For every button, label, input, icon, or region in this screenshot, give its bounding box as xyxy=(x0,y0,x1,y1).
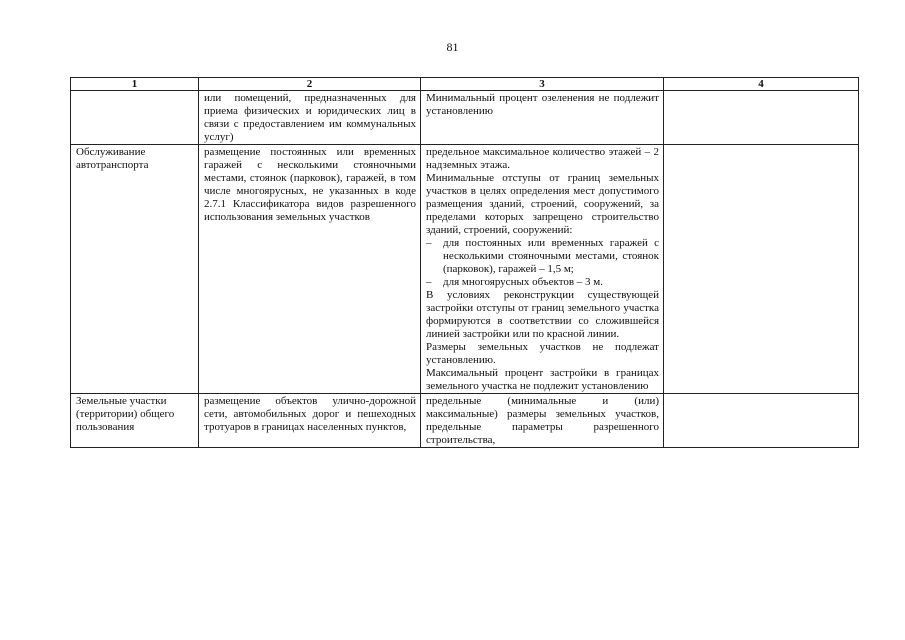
table-cell-parameters xyxy=(421,394,664,448)
table-cell-notes xyxy=(664,91,859,145)
table-cell-notes xyxy=(664,394,859,448)
table-cell-use-type xyxy=(71,91,199,145)
description-text: размещение объектов улично-дорожной сети, автомобильных дорог и пешеходных тротуаров в границах населенных пунктов, xyxy=(204,395,416,433)
table-header-row xyxy=(71,78,859,91)
description-text: размещение постоянных или временных гаражей с несколькими стояночными местами, стоянок (парковок), гаражей, в том числе многоярусных, не указанных в коде 2.7.1 Классификатора видов разрешенного использования земельных участков xyxy=(204,146,416,223)
table-row xyxy=(71,394,859,448)
list-item: – для многоярусных объектов – 3 м. xyxy=(426,276,659,289)
parameter-text: предельное максимальное количество этажей – 2 надземных этажа. xyxy=(426,146,659,171)
table-cell-parameters xyxy=(421,91,664,145)
column-header-1: 1 xyxy=(71,78,199,91)
setback-list xyxy=(426,237,659,289)
parameter-text: Минимальные отступы от границ земельных участков в целях определения мест допустимого размещения зданий, строений, сооружений, за пределами которых запрещено строительство зданий, строений, сооружений: xyxy=(426,172,659,236)
table-cell-parameters xyxy=(421,145,664,394)
column-header-2: 2 xyxy=(199,78,421,91)
column-header-3: 3 xyxy=(421,78,664,91)
regulations-table xyxy=(70,77,859,448)
parameter-text: В условиях реконструкции существующей застройки отступы от границ земельного участка формируются в соответствии со сложившейся линией застройки или по красной линии. xyxy=(426,289,659,340)
list-item: – для постоянных или временных гаражей с несколькими стояночными местами, стоянок (парковок), гаражей – 1,5 м; xyxy=(426,237,659,276)
parameter-text: Минимальный процент озеленения не подлежит установлению xyxy=(426,92,659,117)
table-cell-description xyxy=(199,145,421,394)
parameter-text: предельные (минимальные и (или) максимальные) размеры земельных участков, предельные параметры разрешенного строительства, xyxy=(426,395,659,446)
table-row xyxy=(71,91,859,145)
table-cell-notes xyxy=(664,145,859,394)
parameter-text: Размеры земельных участков не подлежат установлению. xyxy=(426,341,659,366)
parameter-text: Максимальный процент застройки в границах земельного участка не подлежит установлению xyxy=(426,367,659,392)
table-cell-use-type: Земельные участки (территории) общего пользования xyxy=(71,394,199,448)
table-cell-description xyxy=(199,394,421,448)
table-row xyxy=(71,145,859,394)
description-text: или помещений, предназначенных для приема физических и юридических лиц в связи с предоставлением им коммунальных услуг) xyxy=(204,92,416,143)
page-number: 81 xyxy=(446,40,459,54)
column-header-4: 4 xyxy=(664,78,859,91)
table-cell-use-type: Обслуживание автотранспорта xyxy=(71,145,199,394)
table-cell-description xyxy=(199,91,421,145)
